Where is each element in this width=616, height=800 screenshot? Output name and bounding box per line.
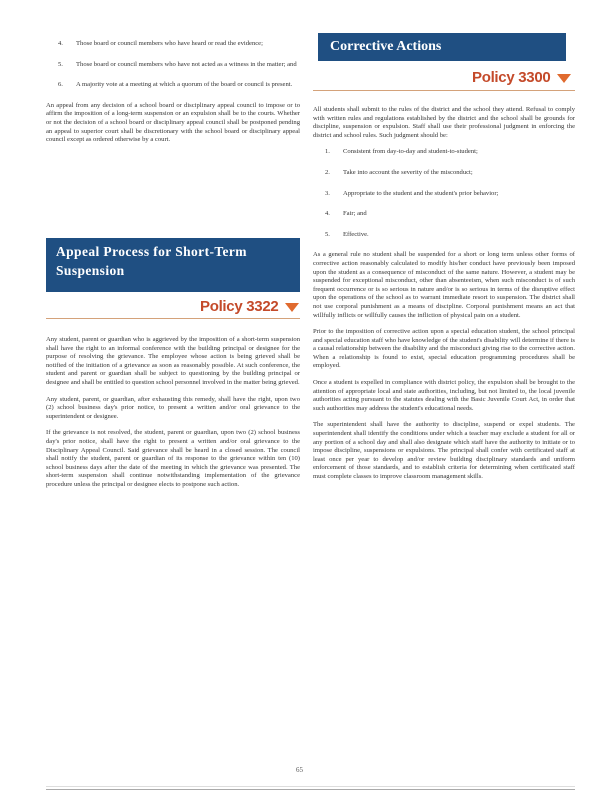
footer-rule [46,789,575,790]
list-item: 4. Those board or council members who have heard or read the evidence; [58,40,263,47]
footer-rule [46,786,575,787]
divider [46,318,300,319]
triangle-down-icon [557,74,571,83]
section-title: Corrective Actions [330,39,442,54]
short-term-body [46,336,300,498]
list-item: 5. Those board or council members who have not acted as a witness in the matter; and [58,60,297,68]
section-title: Appeal Process for Short-Term Suspension [56,244,247,278]
triangle-down-icon [285,303,299,312]
paragraph: Any student, parent or guardian who is aggrieved by the imposition of a short-term suspension shall have the right to an informal conference with the building principal or designee for the purpose of resolving the grievance. The employee whose action is being grieved shall be notified of the initiation of a grievance as soon as reasonably possible. At such conference, the student and parent or guardian shall be subject to questioning by the building principal or designee and shall be entitled to question school personnel involved in the matter being grieved. [46,336,300,386]
paragraph: Prior to the imposition of corrective action upon a special education student, the school principal and special education staff who have knowledge of the student's disability will determine if there is a causal relationship between the disability and the misconduct giving rise to the corrective action. When a relationship is found to exist, special education programming procedures shall be employed. [313,328,575,370]
appeal-paragraph: An appeal from any decision of a school board or disciplinary appeal council to impose or to affirm the imposition of a long-term suspension or an expulsion shall be to the courts. Whether or not the decision of a school board or disciplinary appeal council shall be postponed pending an appeal to superior court shall be discretionary with the school board or disciplinary appeal council except as ordered otherwise by a court. [46,101,300,144]
appeal-list-continued [46,40,300,90]
page-number: 65 [296,766,303,774]
list-item: 6. A majority vote at a meeting at which a quorum of the board or council is present. [58,81,293,89]
left-column-top [46,40,300,153]
corrective-body [313,106,575,490]
list-item: 3. Appropriate to the student and the student's prior behavior; [325,189,499,197]
judgment-list [313,148,575,239]
paragraph: Once a student is expelled in compliance with district policy, the expulsion shall be brought to the attention of appropriate local and state authorities, including, but not limited to, the local juvenile authorities acting pursuant to the statutes dealing with the Basic Juvenile Court Act, in order that such authorities may address the student's educational needs. [313,379,575,412]
list-item: 1. Consistent from day-to-day and student-to-student; [325,148,478,156]
paragraph: If the grievance is not resolved, the student, parent or guardian, upon two (2) school business day's prior notice, shall have the right to present a written and/or oral grievance to the Disciplinary Appeal Council. Said grievance shall be heard in a closed session. The council shall notify the student, parent or guardian of its response to the grievance within ten (10) school business days after the date of the meeting in which the grievance was presented. The short-term suspension shall continue notwithstanding implementation of the grievance procedure unless the principal or designee elects to postpone such action. [46,429,300,488]
list-item: 2. Take into account the severity of the misconduct; [325,168,473,176]
paragraph: The superintendent shall have the authority to discipline, suspend or expel students. The superintendent shall identify the conditions under which a teacher may exclude a student for all or any portion of a school day and shall also designate which staff have the authority to initiate or to impose discipline, suspensions or expulsions. The principal shall confer with certificated staff at least once per year to develop and/or review building disciplinary standards and uniform enforcement of those standards, and to establish criteria for determining when certificated staff must complete classes to improve classroom management skills. [313,421,575,480]
section-banner-short-term [46,238,300,292]
policy-label-3322: Policy 3322 [200,298,299,315]
paragraph: Any student, parent, or guardian, after exhausting this remedy, shall have the right, upon two (2) school business day's prior notice, to present a written and/or oral grievance to the superintendent or designee. [46,395,300,420]
list-item: 4. Fair; and [325,210,367,218]
divider [313,90,575,91]
paragraph: As a general rule no student shall be suspended for a short or long term unless other forms of corrective action reasonably calculated to modify his/her conduct have previously been imposed upon the student as a consequence of misconduct of the same nature. However, a student may be suspended for exceptional misconduct, other than absenteeism, when such misconduct is of such frequent occurrence or is so serious in nature and/or is so serious in terms of the disruptive effect upon the operations of the school as to warrant immediate resort to suspension. The district shall not use corporal punishment as a means of discipline. Corporal punishment means an act that willfully inflicts or willfully causes the infliction of physical pain on a student. [313,251,575,319]
policy-label-3300: Policy 3300 [472,69,571,86]
list-item: 5. Effective. [325,230,369,238]
section-banner-corrective [318,33,566,61]
paragraph: All students shall submit to the rules of the district and the school they attend. Refusal to comply with written rules and regulations established by the district and the school shall be grounds for discipline, suspension or expulsion. Staff shall use their professional judgment in enforcing the district and school rules. Such judgment should be: [313,106,575,139]
